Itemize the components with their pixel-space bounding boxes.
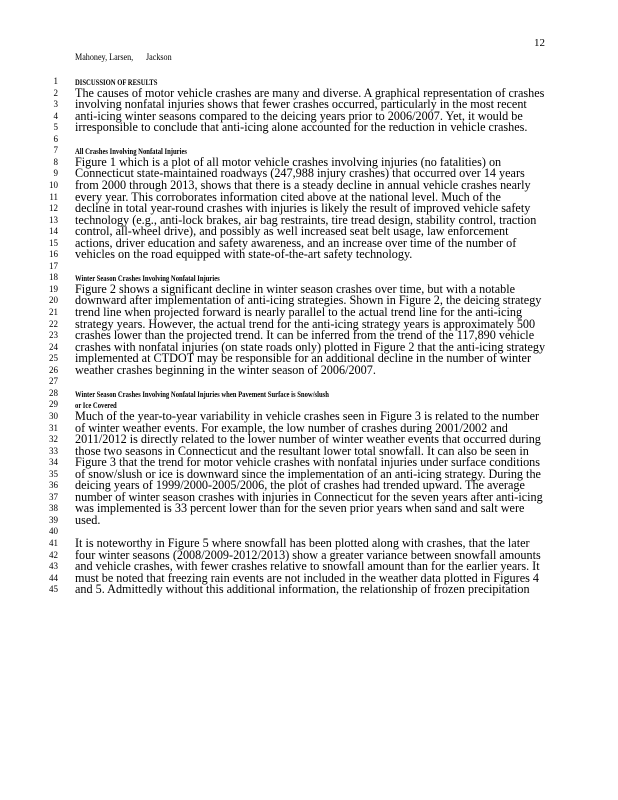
line-number: 40 [49,526,58,537]
manuscript-line [0,514,618,526]
line-text: from 2000 through 2013, shows that there is a steady decline in annual vehicle crashes nearly [75,177,531,192]
line-number: 28 [49,387,58,398]
manuscript-line [0,121,618,133]
line-text: implemented at CTDOT may be responsible for an additional decline in the number of winter [75,351,532,366]
line-number: 34 [49,457,58,468]
line-text: deicing years of 1999/2000-2005/2006, the plot of crashes had trended upward. The average [75,478,525,493]
line-text: downward after implementation of anti-icing strategies. Shown in Figure 2, the deicing strategy [75,293,542,308]
line-number: 12 [49,203,58,214]
section-heading: Winter Season Crashes Involving Nonfatal Injuries when Pavement Surface is Snow/slush [75,388,329,399]
line-text: trend line when projected forward is nearly parallel to the actual trend line for the anti-icing [75,305,523,319]
line-number: 31 [49,422,58,433]
manuscript-line [0,364,618,376]
line-text: strategy years. However, the actual trend for the anti-icing strategy years is approximately 500 [75,316,536,331]
line-number: 33 [49,445,58,456]
line-number: 19 [49,283,58,294]
line-text: must be noted that freezing rain events are not included in the weather data plotted in Figures 4 [75,570,539,585]
section-heading: Winter Season Crashes Involving Nonfatal Injuries [75,273,220,284]
line-number: 2 [53,87,58,98]
line-number: 45 [49,584,58,595]
line-text: four winter seasons (2008/2009-2012/2013) show a greater variance between snowfall amounts [75,547,541,562]
line-number: 10 [49,179,58,190]
line-number: 1 [53,76,58,86]
line-text: Connecticut state-maintained roadways (247,988 injury crashes) that occurred over 14 years [75,166,525,181]
manuscript-line [0,260,618,272]
line-number: 17 [49,260,58,271]
line-text: used. [75,512,101,527]
line-text: technology (e.g., anti-lock brakes, air bag restraints, tire tread design, stability control, traction [75,212,537,227]
manuscript-line [0,133,618,145]
line-number: 8 [53,156,58,167]
line-number: 21 [49,307,58,317]
line-number: 3 [53,99,58,110]
line-text: those two seasons in Connecticut and the resultant lower total snowfall. It can also be seen in [75,443,529,458]
line-number: 25 [49,353,58,364]
line-number: 9 [53,168,58,179]
line-number: 13 [49,214,58,225]
line-number: 41 [49,538,58,548]
line-text: actions, driver education and safety awareness, and an increase over time of the number of [75,235,517,250]
line-number: 5 [53,122,58,133]
line-text: and vehicle crashes, with fewer crashes relative to snowfall amount than for the earlier years. It [75,559,540,574]
line-text: 2011/2012 is directly related to the lower number of winter weather events that occurred during [75,432,541,447]
running-head-authors: Mahoney, Larsen, [75,52,134,62]
line-text: Figure 2 shows a significant decline in winter season crashes over time, but with a notable [75,281,515,296]
line-number: 22 [49,318,58,329]
line-text: weather crashes beginning in the winter season of 2006/2007. [75,362,376,377]
line-text: was implemented is 33 percent lower than for the seven prior years when sand and salt were [75,501,525,516]
line-text: vehicles on the road equipped with state-of-the-art safety technology. [75,247,413,262]
line-text: involving nonfatal injuries shows that fewer crashes occurred, particularly in the most recent [75,97,527,112]
line-text: control, all-wheel drive), and possibly as well increased seat belt usage, law enforcement [75,224,509,239]
line-number: 39 [49,514,58,525]
running-head [75,52,182,62]
line-number: 24 [49,341,58,352]
line-number: 29 [49,399,58,410]
manuscript-line [0,248,618,260]
manuscript-line [0,375,618,387]
line-text: Figure 1 which is a plot of all motor vehicle crashes involving injuries (no fatalities) on [75,154,502,169]
line-text: Much of the year-to-year variability in vehicle crashes seen in Figure 3 is related to the number [75,408,540,423]
line-text: anti-icing winter seasons compared to the deicing years prior to 2006/2007. Yet, it would be [75,108,523,123]
line-number: 30 [49,410,58,421]
section-heading: DISCUSSION OF RESULTS [75,77,158,87]
page-number: 12 [534,37,545,49]
line-text: crashes lower than the projected trend. It can be inferred from the trend of the 117,890 vehicle [75,328,535,343]
manuscript-line [0,387,618,399]
line-number: 32 [49,434,58,445]
line-text: of snow/slush or ice is downward since the implementation of an anti-icing strategy. During the [75,466,541,481]
line-number: 7 [53,145,58,156]
line-text: The causes of motor vehicle crashes are many and diverse. A graphical representation of crashes [75,85,545,100]
line-number: 16 [49,249,58,260]
line-number: 20 [49,295,58,306]
line-text: every year. This corroborates information cited above at the national level. Much of the [75,189,501,204]
line-number: 35 [49,468,58,479]
section-heading: All Crashes Involving Nonfatal Injuries [75,146,187,157]
line-number: 38 [49,503,58,514]
running-head-author-last: Jackson [146,52,172,62]
line-text: irresponsible to conclude that anti-icing alone accounted for the reduction in vehicle crashes. [75,120,528,135]
line-text: It is noteworthy in Figure 5 where snowfall has been plotted along with crashes, that the later [75,536,530,550]
line-text: number of winter season crashes with injuries in Connecticut for the seven years after anti-icing [75,489,543,504]
line-number: 44 [49,572,58,583]
line-number: 36 [49,480,58,491]
line-text: Figure 3 that the trend for motor vehicle crashes with nonfatal injuries under surface conditions [75,455,541,470]
line-number: 15 [49,237,58,248]
line-number: 43 [49,561,58,572]
line-text: decline in total year-round crashes with injuries is likely the result of improved vehicle safety [75,201,531,216]
line-number: 14 [49,226,58,237]
line-text: crashes with nonfatal injuries (on state roads only) plotted in Figure 2 that the anti-icing strategy [75,339,546,354]
line-number: 42 [49,549,58,560]
line-number: 37 [49,491,58,502]
section-heading: or Ice Covered [75,400,117,411]
line-number: 18 [49,272,58,283]
line-text: of winter weather events. For example, the low number of crashes during 2001/2002 and [75,420,508,435]
line-number: 4 [53,110,58,121]
line-number: 26 [49,364,58,375]
line-number: 6 [53,133,58,144]
line-number: 11 [49,191,58,202]
manuscript-line [0,583,618,595]
line-text: and 5. Admittedly without this additional information, the relationship of frozen precipitation [75,582,530,597]
line-number: 23 [49,330,58,341]
line-number: 27 [49,376,58,387]
